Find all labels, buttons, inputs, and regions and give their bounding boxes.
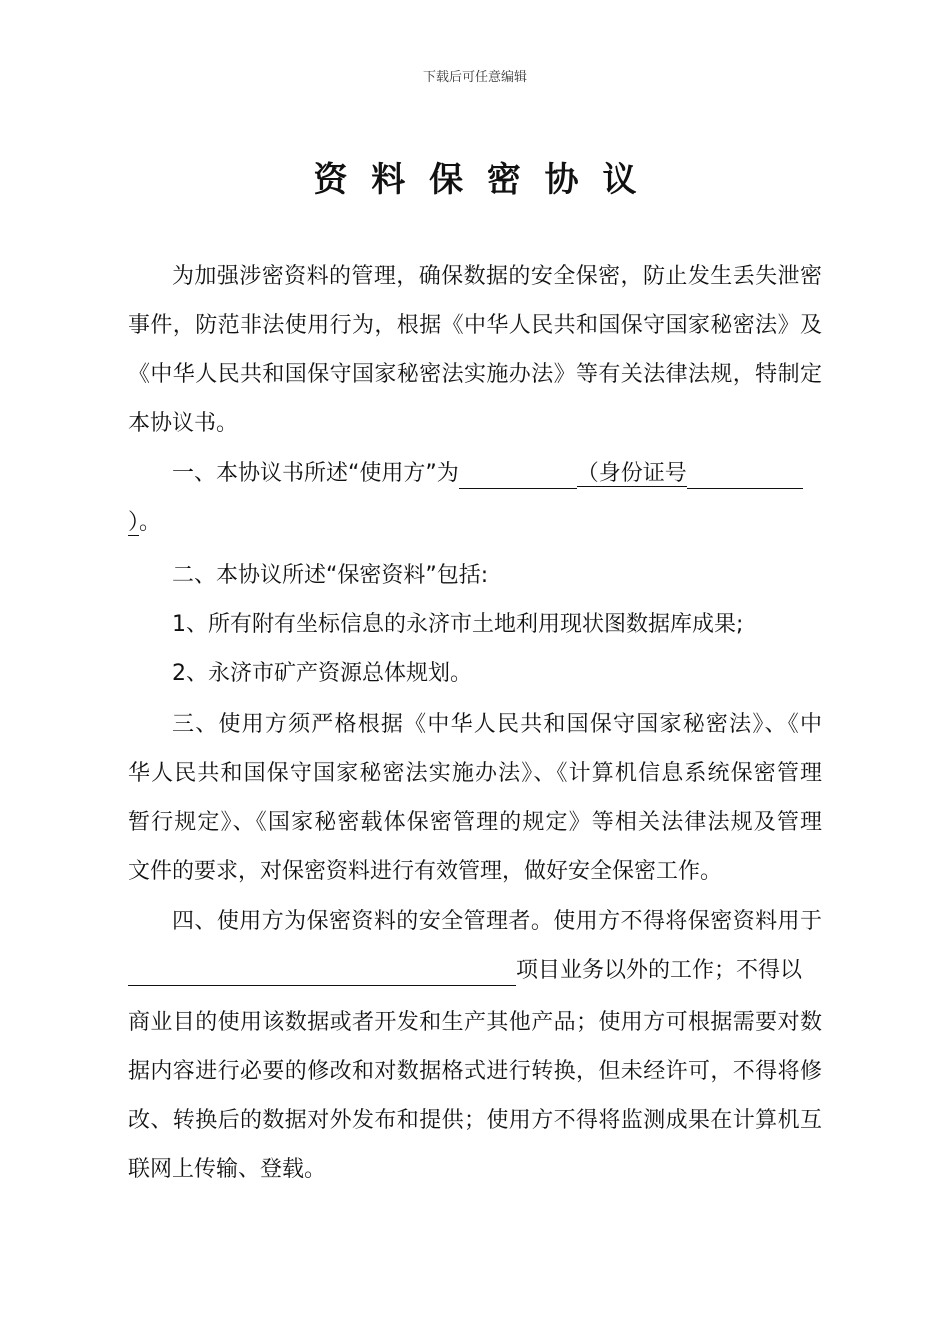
clause1-line-1 <box>172 459 822 489</box>
clause1-period: 。 <box>139 510 162 535</box>
clause3-line-4: 文件的要求，对保密资料进行有效管理，做好安全保密工作。 <box>128 859 723 884</box>
preamble-line-2: 事件，防范非法使用行为，根据《中华人民共和国保守国家秘密法》及 <box>128 313 822 338</box>
clause2-item-1: 1、所有附有坐标信息的永济市土地利用现状图数据库成果; <box>172 612 744 637</box>
clause4-line-2 <box>128 956 822 986</box>
preamble-line-3: 《中华人民共和国保守国家秘密法实施办法》等有关法律法规，特制定 <box>128 362 822 387</box>
clause3-line-1: 三、使用方须严格根据《中华人民共和国保守国家秘密法》、《中 <box>172 712 822 737</box>
clause3-line-3: 暂行规定》、《国家秘密载体保密管理的规定》等相关法律法规及管理 <box>128 810 822 835</box>
user-name-blank[interactable] <box>459 464 577 489</box>
preamble-line-1: 为加强涉密资料的管理，确保数据的安全保密，防止发生丢失泄密 <box>172 264 822 289</box>
clause1-id-label: （身份证号 <box>576 461 687 486</box>
clause1-close-paren: ） <box>128 510 140 535</box>
id-number-blank[interactable] <box>687 464 803 489</box>
clause3-line-2: 华人民共和国保守国家秘密法实施办法》、《计算机信息系统保密管理 <box>128 761 822 786</box>
clause4-line-4: 据内容进行必要的修改和对数据格式进行转换，但未经许可，不得将修 <box>128 1059 822 1084</box>
clause1-line-2 <box>128 508 822 538</box>
header-note: 下载后可任意编辑 <box>422 70 527 85</box>
clause4-line-2-tail: 项目业务以外的工作；不得以 <box>516 958 803 983</box>
preamble-line-4: 本协议书。 <box>128 411 239 436</box>
document-title: 资料保密协议 <box>313 160 661 200</box>
clause4-line-6: 联网上传输、登载。 <box>128 1157 327 1182</box>
project-name-blank[interactable] <box>128 961 516 986</box>
clause2-intro: 二、本协议所述“保密资料”包括: <box>172 563 489 588</box>
clause4-line-5: 改、转换后的数据对外发布和提供；使用方不得将监测成果在计算机互 <box>128 1108 822 1133</box>
clause4-line-1: 四、使用方为保密资料的安全管理者。使用方不得将保密资料用于 <box>172 909 822 934</box>
clause4-line-3: 商业目的使用该数据或者开发和生产其他产品；使用方可根据需要对数 <box>128 1010 822 1035</box>
clause2-item-2: 2、永济市矿产资源总体规划。 <box>172 661 472 686</box>
clause1-text-a: 一、本协议书所述“使用方”为 <box>172 461 459 486</box>
